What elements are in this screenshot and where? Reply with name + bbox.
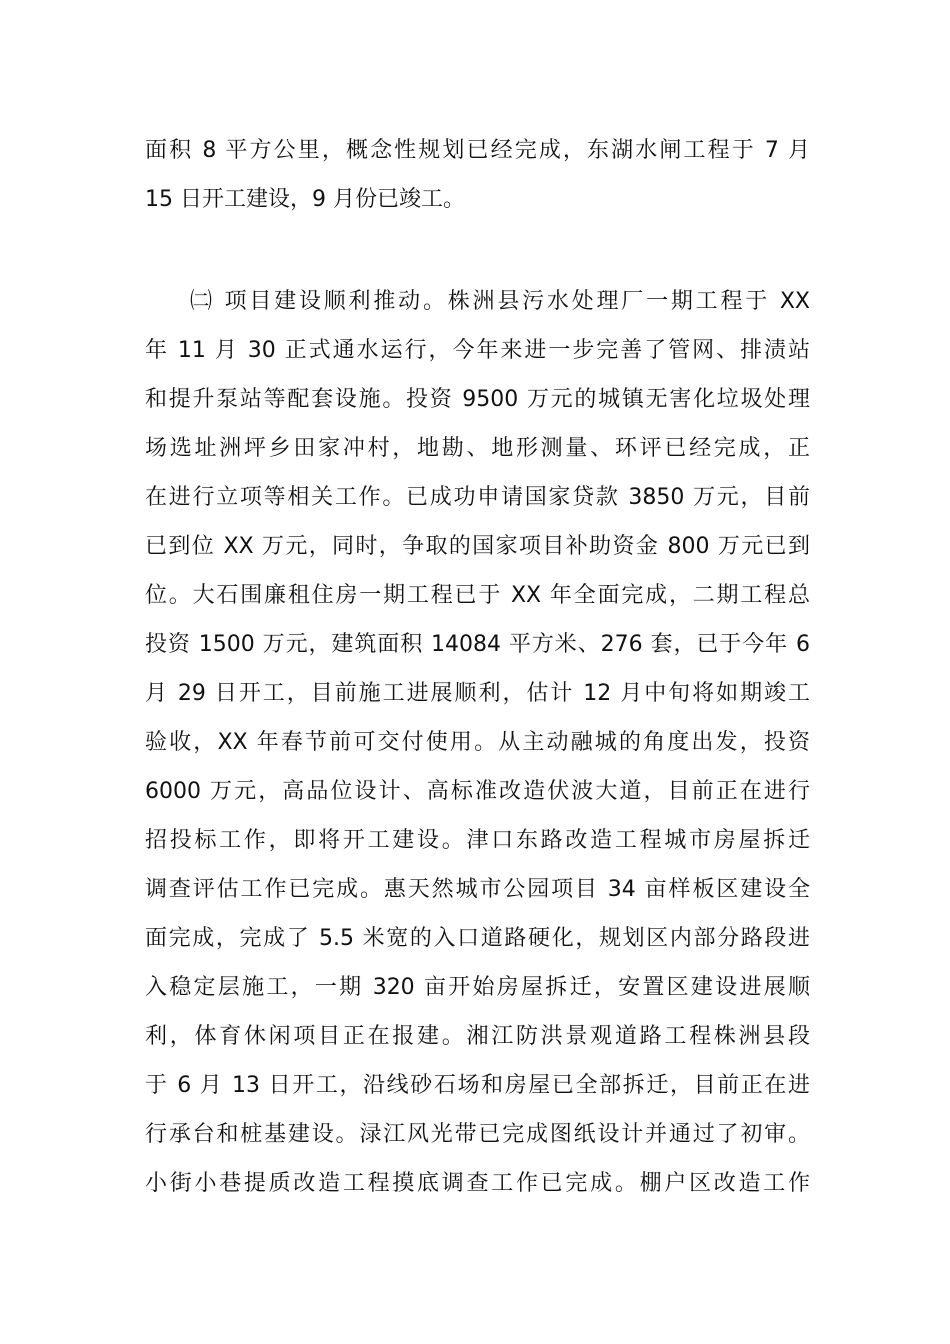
paragraph-2-line-5: 在进行立项等相关工作。已成功申请国家贷款 3850 万元，目前	[145, 485, 810, 510]
paragraph-2-line-1: ㈡ 项目建设顺利推动。株洲县污水处理厂一期工程于 XX	[190, 289, 810, 314]
paragraph-2-line-14: 面完成，完成了 5.5 米宽的入口道路硬化，规划区内部分路段进	[145, 926, 810, 951]
paragraph-2-line-11: 6000 万元，高品位设计、高标准改造伏波大道，目前正在进行	[145, 779, 810, 804]
paragraph-2-line-12: 招投标工作，即将开工建设。津口东路改造工程城市房屋拆迁	[145, 828, 810, 853]
paragraph-2-line-15: 入稳定层施工，一期 320 亩开始房屋拆迁，安置区建设进展顺	[145, 975, 810, 1000]
paragraph-1-line-2: 15 日开工建设，9 月份已竣工。	[145, 187, 465, 212]
paragraph-2-line-3: 和提升泵站等配套设施。投资 9500 万元的城镇无害化垃圾处理	[145, 387, 810, 412]
paragraph-2-line-4: 场选址洲坪乡田家冲村，地勘、地形测量、环评已经完成，正	[145, 436, 810, 461]
paragraph-2-line-8: 投资 1500 万元，建筑面积 14084 平方米、276 套，已于今年 6	[145, 632, 810, 657]
paragraph-2-line-16: 利，体育休闲项目正在报建。湘江防洪景观道路工程株洲县段	[145, 1024, 810, 1049]
paragraph-2-line-2: 年 11 月 30 正式通水运行，今年来进一步完善了管网、排渍站	[145, 338, 810, 363]
paragraph-2-line-10: 验收，XX 年春节前可交付使用。从主动融城的角度出发，投资	[145, 730, 810, 755]
paragraph-2-line-9: 月 29 日开工，目前施工进展顺利，估计 12 月中旬将如期竣工	[145, 681, 810, 706]
paragraph-2-line-18: 行承台和桩基建设。渌江风光带已完成图纸设计并通过了初审。	[145, 1122, 810, 1147]
paragraph-2-line-19: 小街小巷提质改造工程摸底调查工作已完成。棚户区改造工作	[145, 1171, 810, 1196]
paragraph-2-line-13: 调查评估工作已完成。惠天然城市公园项目 34 亩样板区建设全	[145, 877, 810, 902]
paragraph-2-line-17: 于 6 月 13 日开工，沿线砂石场和房屋已全部拆迁，目前正在进	[145, 1073, 810, 1098]
paragraph-1-line-1: 面积 8 平方公里，概念性规划已经完成，东湖水闸工程于 7 月	[145, 138, 810, 163]
paragraph-2-line-7: 位。大石围廉租住房一期工程已于 XX 年全面完成，二期工程总	[145, 583, 810, 608]
paragraph-2-line-6: 已到位 XX 万元，同时，争取的国家项目补助资金 800 万元已到	[145, 534, 810, 559]
